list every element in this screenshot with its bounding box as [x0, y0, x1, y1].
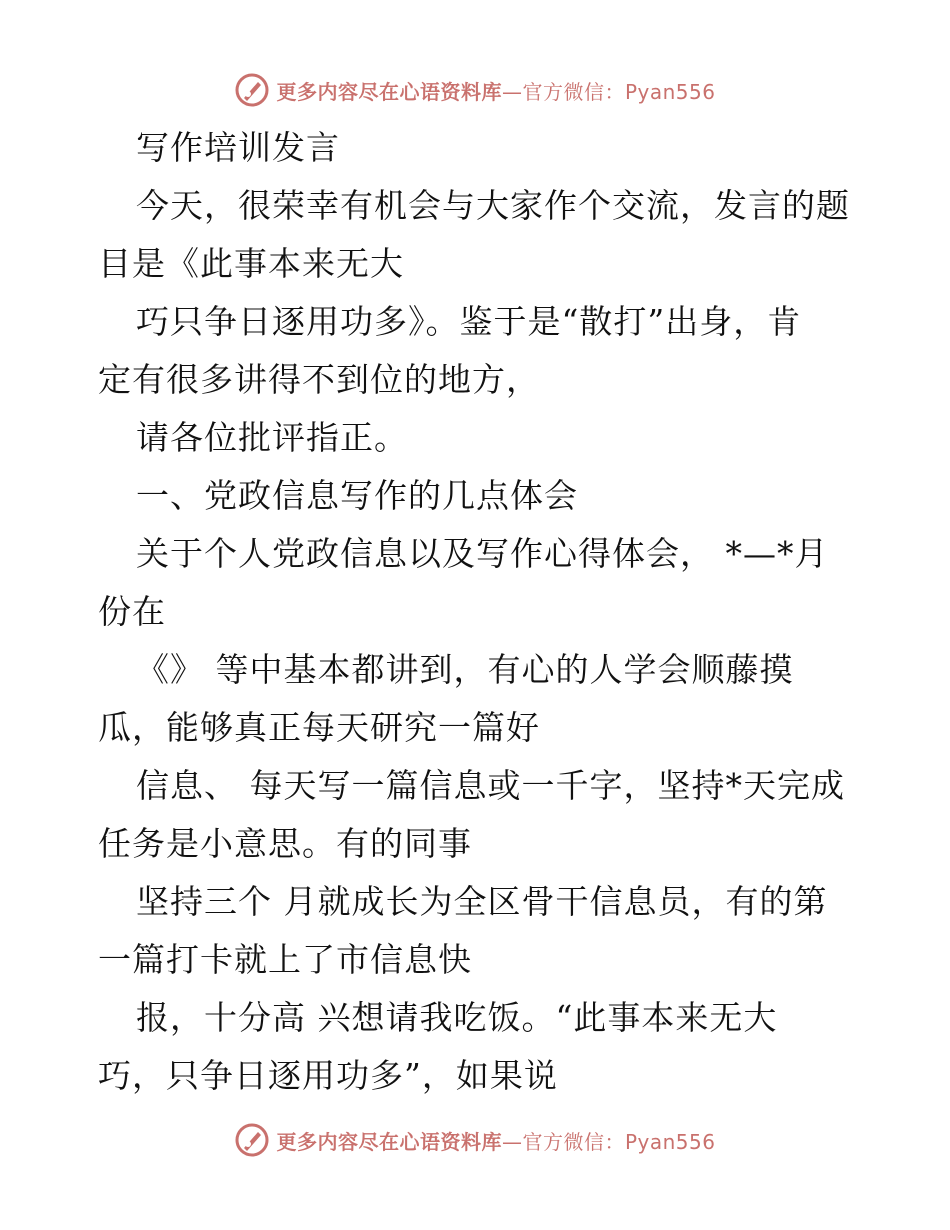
- paragraph-line: 关于个人党政信息以及写作心得体会， *—*月: [136, 534, 829, 573]
- banner-text: 更多内容尽在心语资料库—官方微信：Pyan556: [276, 79, 716, 104]
- paragraph-line: 《》 等中基本都讲到，有心的人学会顺藤摸: [136, 650, 794, 689]
- paragraph-line: 巧，只争日逐用功多”，如果说: [98, 1056, 558, 1095]
- paragraph-line: 目是《此事本来无大: [98, 244, 404, 283]
- paragraph-line: 一篇打卡就上了市信息快: [98, 940, 472, 979]
- paragraph-line: 定有很多讲得不到位的地方，: [98, 360, 540, 399]
- pen-logo-icon: [234, 1122, 270, 1158]
- paragraph-line: 今天，很荣幸有机会与大家作个交流，发言的题: [136, 186, 850, 225]
- header-banner: [0, 70, 950, 110]
- paragraph-line: 任务是小意思。有的同事: [98, 824, 472, 863]
- footer-banner: [0, 1120, 950, 1160]
- paragraph-line: 报，十分高 兴想请我吃饭。“此事本来无大: [136, 998, 778, 1037]
- paragraph-line: 份在: [98, 592, 166, 631]
- paragraph-line: 坚持三个 月就成长为全区骨干信息员，有的第: [136, 882, 828, 921]
- banner-text: 更多内容尽在心语资料库—官方微信：Pyan556: [276, 1129, 716, 1154]
- paragraph-line: 巧只争日逐用功多》。鉴于是“散打”出身，肯: [136, 302, 802, 341]
- paragraph-line: 瓜，能够真正每天研究一篇好: [98, 708, 540, 747]
- pen-logo-icon: [234, 72, 270, 108]
- paragraph-line: 请各位批评指正。: [136, 418, 408, 457]
- paragraph-line: 信息、 每天写一篇信息或一千字，坚持*天完成: [136, 766, 845, 805]
- doc-title: 写作培训发言: [136, 128, 340, 167]
- section-heading: 一、党政信息写作的几点体会: [136, 476, 578, 515]
